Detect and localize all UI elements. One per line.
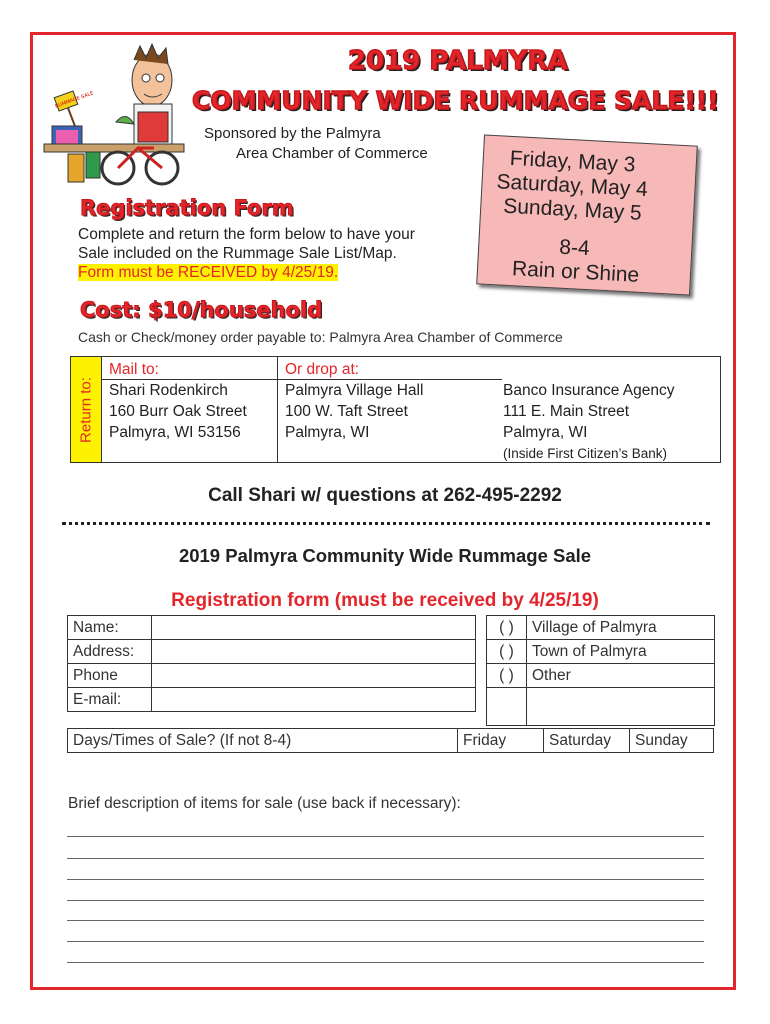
drop-loc1-street: 100 W. Taft Street: [285, 403, 408, 420]
cost-heading: Cost: $10/household: [80, 298, 323, 322]
description-line[interactable]: [67, 920, 704, 921]
phone-label: Phone: [68, 664, 152, 688]
weather: Rain or Shine: [511, 257, 640, 287]
day-saturday[interactable]: Saturday: [544, 729, 630, 753]
call-line: Call Shari w/ questions at 262-495-2292: [208, 485, 562, 506]
other-label: Other: [527, 664, 715, 688]
drop-at-column: [277, 357, 722, 462]
sponsor-text: [204, 124, 428, 164]
title-line-1: 2019 PALMYRA: [348, 46, 568, 76]
day-friday[interactable]: Friday: [458, 729, 544, 753]
intro-text: [78, 225, 415, 282]
mail-name: Shari Rodenkirch: [109, 382, 228, 399]
description-line[interactable]: [67, 941, 704, 942]
registration-heading: Registration Form: [80, 196, 294, 220]
day-sunday[interactable]: Sunday: [630, 729, 714, 753]
rummage-sale-clipart: [34, 42, 192, 190]
date-box: [476, 135, 698, 296]
return-to-table: [70, 356, 721, 463]
brief-description-label: Brief description of items for sale (use back if necessary):: [68, 795, 461, 812]
drop-loc2-street: 111 E. Main Street: [503, 403, 630, 420]
address-field[interactable]: [152, 640, 476, 664]
other-specify-field[interactable]: [527, 688, 715, 726]
intro-deadline: Form must be RECEIVED by 4/25/19.: [78, 264, 339, 281]
mail-to-heading: Mail to:: [109, 361, 159, 378]
drop-loc1-name: Palmyra Village Hall: [285, 382, 424, 399]
mail-city: Palmyra, WI 53156: [109, 424, 241, 441]
email-field[interactable]: [152, 688, 476, 712]
cut-line-divider: [62, 522, 710, 525]
description-line[interactable]: [67, 858, 704, 859]
phone-field[interactable]: [152, 664, 476, 688]
blank-checkbox[interactable]: [487, 688, 527, 726]
clipart-sign-text: RUMMAGE SALE: [54, 90, 95, 110]
drop-loc2-city: Palmyra, WI: [503, 424, 588, 441]
drop-loc2-name: Banco Insurance Agency: [503, 382, 675, 399]
description-line[interactable]: [67, 900, 704, 901]
mail-street: 160 Burr Oak Street: [109, 403, 247, 420]
days-table: [67, 728, 714, 753]
address-label: Address:: [68, 640, 152, 664]
hours: 8-4: [558, 235, 591, 261]
contact-fields-table: [67, 615, 476, 712]
mail-to-column: [101, 357, 278, 462]
village-checkbox[interactable]: ( ): [487, 616, 527, 640]
days-times-label: Days/Times of Sale? (If not 8-4): [68, 729, 458, 753]
description-line[interactable]: [67, 962, 704, 963]
other-checkbox[interactable]: ( ): [487, 664, 527, 688]
date-friday: Friday, May 3: [509, 146, 636, 177]
description-line[interactable]: [67, 836, 704, 837]
sponsor-line-2: Area Chamber of Commerce: [236, 145, 428, 162]
town-label: Town of Palmyra: [527, 640, 715, 664]
drop-loc2-note: (Inside First Citizen’s Bank): [503, 446, 668, 461]
name-label: Name:: [68, 616, 152, 640]
title-line-2: COMMUNITY WIDE RUMMAGE SALE!!!: [192, 86, 719, 115]
intro-line-2: Sale included on the Rummage Sale List/Map.: [78, 245, 397, 262]
sponsor-line-1: Sponsored by the Palmyra: [204, 125, 381, 142]
form-subtitle: Registration form (must be received by 4/25/19): [171, 590, 599, 611]
town-checkbox[interactable]: ( ): [487, 640, 527, 664]
date-saturday: Saturday, May 4: [496, 170, 649, 202]
description-line[interactable]: [67, 879, 704, 880]
email-label: E-mail:: [68, 688, 152, 712]
form-title: 2019 Palmyra Community Wide Rummage Sale: [178, 545, 592, 566]
drop-at-heading: Or drop at:: [285, 361, 360, 378]
drop-loc1-city: Palmyra, WI: [285, 424, 370, 441]
village-label: Village of Palmyra: [527, 616, 715, 640]
return-to-label: Return to:: [71, 357, 102, 462]
name-field[interactable]: [152, 616, 476, 640]
date-sunday: Sunday, May 5: [502, 194, 643, 225]
intro-line-1: Complete and return the form below to have your: [78, 226, 415, 243]
payable-text: Cash or Check/money order payable to: Palmyra Area Chamber of Commerce: [78, 329, 563, 345]
location-options-table: [486, 615, 715, 726]
